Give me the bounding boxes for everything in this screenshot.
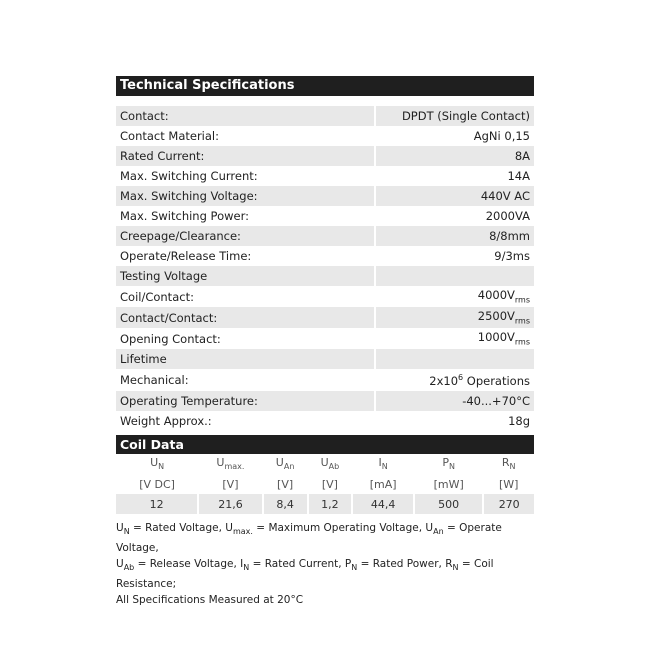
spec-value (375, 307, 534, 328)
coil-value: 500 (414, 494, 483, 514)
coil-symbol (352, 454, 414, 474)
coil-symbol-sub: max. (224, 462, 245, 472)
coil-symbol-row (116, 454, 534, 474)
spec-value-text: 9/3ms (494, 249, 530, 263)
legend-text: = Rated Power, (357, 558, 446, 571)
spec-label: Operate/Release Time: (120, 249, 252, 263)
spec-value-subscript: rms (514, 295, 530, 305)
legend-text: = Coil Resistance; (116, 558, 494, 591)
coil-symbol-sub: N (158, 462, 165, 472)
legend-symbol: U (425, 522, 434, 534)
spec-row (116, 369, 534, 391)
spec-row (116, 349, 534, 369)
spec-value (375, 328, 534, 349)
coil-value: 1,2 (308, 494, 353, 514)
coil-data-header: Coil Data (116, 435, 534, 454)
coil-symbol (116, 454, 198, 474)
spec-value-text: 2x10 (429, 373, 459, 388)
legend-symbol: U (116, 558, 124, 571)
spec-row (116, 206, 534, 226)
coil-value: 12 (116, 494, 198, 514)
spec-label: Operating Temperature: (116, 391, 375, 411)
spec-value-text: 4000V (477, 288, 515, 303)
spec-value (375, 411, 534, 431)
coil-symbol-sub: Ab (328, 462, 340, 472)
spec-value (375, 166, 534, 186)
spec-label: Max. Switching Power: (120, 209, 249, 223)
spec-value-subscript: rms (514, 316, 530, 326)
spec-value (375, 369, 534, 391)
legend-notes (116, 520, 546, 608)
coil-value: 270 (483, 494, 534, 514)
spec-label: Coil/Contact: (120, 289, 194, 304)
spec-value (375, 226, 534, 246)
spec-value-text: -40...+70°C (462, 394, 530, 408)
spec-label: Weight Approx.: (120, 414, 212, 428)
legend-text: = Rated Voltage, (129, 522, 226, 534)
legend-text: = Operate Voltage, (116, 522, 502, 555)
coil-unit: [V DC] (139, 477, 175, 491)
legend-line-3: All Specifications Measured at 20°C (116, 594, 304, 607)
coil-value-row (116, 494, 534, 514)
spec-label: Rated Current: (116, 146, 375, 166)
coil-symbol-main: I (378, 456, 382, 470)
spec-label: Contact/Contact: (116, 307, 375, 328)
spec-label: Opening Contact: (120, 331, 221, 346)
legend-symbol: P (344, 558, 352, 571)
legend-symbol: R (445, 558, 453, 571)
spec-row (116, 226, 534, 246)
legend-symbol-sub: max. (232, 527, 253, 537)
spec-value-suffix: Operations (463, 373, 530, 388)
spec-value-text: 1000V (477, 330, 515, 345)
coil-symbol-main: U (320, 456, 329, 470)
spec-value-text: 14A (507, 169, 530, 183)
spec-value (375, 206, 534, 226)
spec-value (375, 246, 534, 266)
coil-symbol-main: R (501, 456, 510, 470)
tech-spec-header: Technical Specifications (116, 76, 534, 96)
spec-label: Max. Switching Current: (120, 169, 258, 183)
coil-symbol-main: U (275, 456, 284, 470)
spec-value (375, 186, 534, 206)
coil-symbol (198, 454, 262, 474)
coil-symbol (263, 454, 308, 474)
spec-value-subscript: rms (514, 337, 530, 347)
spec-row (116, 266, 534, 286)
coil-symbol-sub: N (449, 462, 455, 472)
coil-value: 44,4 (352, 494, 414, 514)
legend-text: = Maximum Operating Voltage, (252, 522, 426, 534)
spec-value (375, 266, 534, 286)
tech-spec-table (116, 106, 534, 431)
spec-row (116, 328, 534, 349)
legend-line-1 (116, 520, 546, 556)
spec-row (116, 166, 534, 186)
legend-symbol-sub: N (243, 563, 250, 573)
spec-row (116, 186, 534, 206)
spec-value (375, 286, 534, 307)
coil-unit: [V] (222, 477, 239, 491)
legend-line-2 (116, 556, 546, 592)
spec-value-text: 2000VA (485, 209, 530, 223)
spec-row (116, 246, 534, 266)
coil-data-table (116, 454, 534, 514)
coil-unit: [V] (277, 477, 294, 491)
spec-value-text: 8/8mm (489, 229, 530, 243)
coil-unit: [W] (498, 477, 519, 491)
legend-symbol: U (116, 522, 124, 534)
spec-value-text: 2500V (477, 309, 515, 324)
spec-row (116, 286, 534, 307)
spec-sheet (116, 76, 534, 608)
coil-unit: [mA] (369, 477, 397, 491)
spec-row (116, 146, 534, 166)
legend-symbol-sub: N (351, 563, 358, 573)
legend-symbol-sub: N (123, 527, 130, 537)
coil-unit-row (116, 474, 534, 494)
spec-label: Contact: (116, 106, 375, 126)
spec-value (375, 146, 534, 166)
legend-text: = Rated Current, (249, 558, 345, 571)
spec-value (375, 349, 534, 369)
spec-value (375, 106, 534, 126)
legend-text: = Release Voltage, (134, 558, 241, 571)
spec-row (116, 307, 534, 328)
spec-label: Creepage/Clearance: (116, 226, 375, 246)
coil-symbol (308, 454, 353, 474)
spec-value-text: 440V AC (480, 189, 530, 203)
coil-symbol-main: U (150, 456, 159, 470)
legend-symbol-sub: N (452, 563, 459, 573)
coil-value: 8,4 (263, 494, 308, 514)
spec-row (116, 391, 534, 411)
spec-label: Testing Voltage (116, 266, 375, 286)
coil-symbol (414, 454, 483, 474)
spec-value-exponent: 6 (458, 372, 464, 382)
coil-symbol-main: P (442, 456, 449, 470)
coil-unit: [V] (321, 477, 338, 491)
spec-value-text: 18g (508, 414, 530, 428)
spec-row (116, 106, 534, 126)
legend-symbol-sub: Ab (123, 563, 135, 573)
coil-symbol (483, 454, 534, 474)
coil-value: 21,6 (198, 494, 262, 514)
spec-value-text: 8A (514, 149, 530, 163)
spec-label: Contact Material: (120, 129, 219, 143)
coil-symbol-main: U (216, 456, 225, 470)
spec-row (116, 411, 534, 431)
spec-label: Mechanical: (120, 373, 189, 387)
coil-unit: [mW] (433, 477, 464, 491)
spec-value (375, 126, 534, 146)
coil-symbol-sub: N (381, 462, 388, 472)
spec-row (116, 126, 534, 146)
legend-symbol-sub: An (433, 527, 444, 537)
spec-value (375, 391, 534, 411)
legend-symbol: I (240, 558, 244, 571)
spec-value-text: DPDT (Single Contact) (401, 109, 530, 123)
coil-symbol-sub: An (283, 462, 295, 472)
spec-label: Lifetime (116, 349, 375, 369)
coil-symbol-sub: N (509, 462, 516, 472)
spec-value-text: AgNi 0,15 (473, 129, 530, 143)
legend-symbol: U (225, 522, 233, 534)
spec-label: Max. Switching Voltage: (116, 186, 375, 206)
